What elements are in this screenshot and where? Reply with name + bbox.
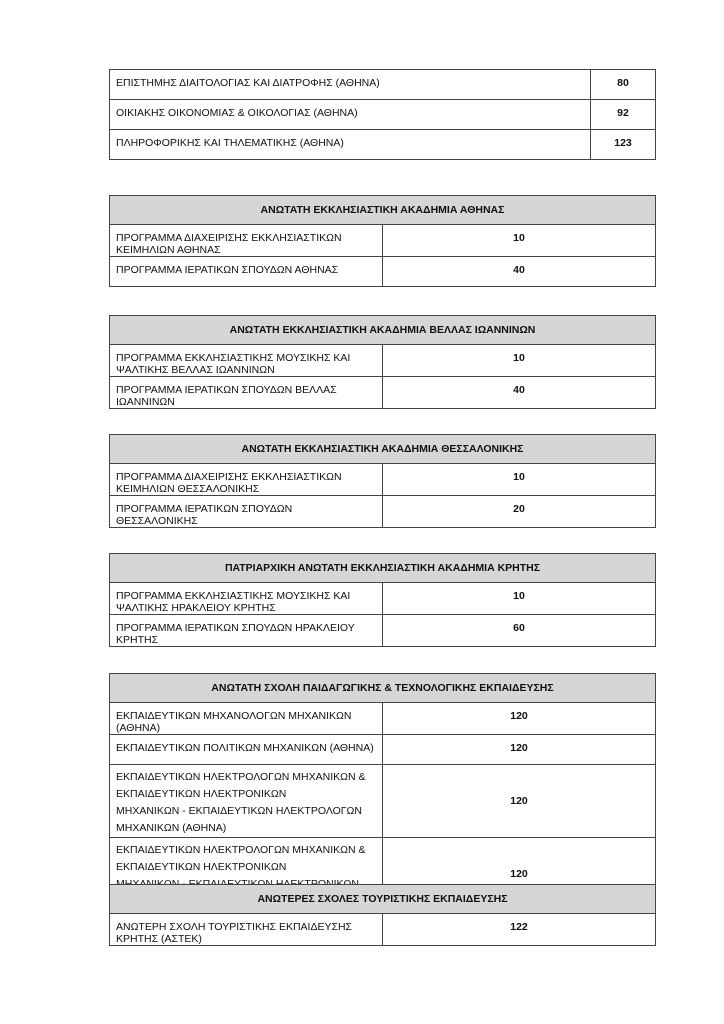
section-header: ΑΝΩΤΑΤΗ ΕΚΚΛΗΣΙΑΣΤΙΚΗ ΑΚΑΔΗΜΙΑ ΒΕΛΛΑΣ ΙΩΑΝΝΙΝΩΝ [110,316,656,345]
program-name-line1: ΕΚΠΑΙΔΕΥΤΙΚΩΝ ΗΛΕΚΤΡΟΛΟΓΩΝ ΜΗΧΑΝΙΚΩΝ & ΕΚΠΑΙΔΕΥΤΙΚΩΝ ΗΛΕΚΤΡΟΝΙΚΩΝ [116,771,366,800]
table-row [110,496,656,528]
section-header: ΠΑΤΡΙΑΡΧΙΚΗ ΑΝΩΤΑΤΗ ΕΚΚΛΗΣΙΑΣΤΙΚΗ ΑΚΑΔΗΜΙΑ ΚΡΗΤΗΣ [110,554,656,583]
program-seats: 40 [383,257,656,287]
table-row [110,703,656,735]
table-section-thessaloniki-academy [109,434,656,528]
program-name: ΠΡΟΓΡΑΜΜΑ ΕΚΚΛΗΣΙΑΣΤΙΚΗΣ ΜΟΥΣΙΚΗΣ ΚΑΙ ΨΑΛΤΙΚΗΣ ΗΡΑΚΛΕΙΟΥ ΚΡΗΤΗΣ [110,583,383,615]
program-seats: 20 [383,496,656,528]
program-name: ΠΡΟΓΡΑΜΜΑ ΔΙΑΧΕΙΡΙΣΗΣ ΕΚΚΛΗΣΙΑΣΤΙΚΩΝ ΚΕΙΜΗΛΙΩΝ ΑΘΗΝΑΣ [110,225,383,257]
section-header: ΑΝΩΤΑΤΗ ΕΚΚΛΗΣΙΑΣΤΙΚΗ ΑΚΑΔΗΜΙΑ ΑΘΗΝΑΣ [110,196,656,225]
table-row [110,225,656,257]
table-row [110,914,656,946]
program-seats: 120 [383,735,656,765]
program-name: ΑΝΩΤΕΡΗ ΣΧΟΛΗ ΤΟΥΡΙΣΤΙΚΗΣ ΕΚΠΑΙΔΕΥΣΗΣ ΚΡΗΤΗΣ (ΑΣΤΕΚ) [110,914,383,946]
program-seats: 10 [383,345,656,377]
table-row [110,70,656,100]
table-row [110,257,656,287]
table-row [110,583,656,615]
program-seats: 122 [383,914,656,946]
section-header: ΑΝΩΤΑΤΗ ΣΧΟΛΗ ΠΑΙΔΑΓΩΓΙΚΗΣ & ΤΕΧΝΟΛΟΓΙΚΗΣ ΕΚΠΑΙΔΕΥΣΗΣ [110,674,656,703]
table-row [110,464,656,496]
program-seats: 120 [383,765,656,838]
program-name: ΠΛΗΡΟΦΟΡΙΚΗΣ ΚΑΙ ΤΗΛΕΜΑΤΙΚΗΣ (ΑΘΗΝΑ) [110,130,591,160]
program-seats: 123 [591,130,656,160]
program-name: ΕΚΠΑΙΔΕΥΤΙΚΩΝ ΜΗΧΑΝΟΛΟΓΩΝ ΜΗΧΑΝΙΚΩΝ (ΑΘΗΝΑ) [110,703,383,735]
program-name: ΟΙΚΙΑΚΗΣ ΟΙΚΟΝΟΜΙΑΣ & ΟΙΚΟΛΟΓΙΑΣ (ΑΘΗΝΑ) [110,100,591,130]
program-seats: 60 [383,615,656,647]
program-name-line2: ΜΗΧΑΝΙΚΩΝ - ΕΚΠΑΙΔΕΥΤΙΚΩΝ ΗΛΕΚΤΡΟΛΟΓΩΝ ΜΗΧΑΝΙΚΩΝ (ΑΘΗΝΑ) [116,805,362,834]
program-name: ΠΡΟΓΡΑΜΜΑ ΙΕΡΑΤΙΚΩΝ ΣΠΟΥΔΩΝ ΑΘΗΝΑΣ [110,257,383,287]
section-header: ΑΝΩΤΑΤΗ ΕΚΚΛΗΣΙΑΣΤΙΚΗ ΑΚΑΔΗΜΙΑ ΘΕΣΣΑΛΟΝΙΚΗΣ [110,435,656,464]
program-name-line1: ΕΚΠΑΙΔΕΥΤΙΚΩΝ ΗΛΕΚΤΡΟΛΟΓΩΝ ΜΗΧΑΝΙΚΩΝ & ΕΚΠΑΙΔΕΥΤΙΚΩΝ ΗΛΕΚΤΡΟΝΙΚΩΝ [116,844,366,873]
table-row [110,130,656,160]
program-name: ΠΡΟΓΡΑΜΜΑ ΙΕΡΑΤΙΚΩΝ ΣΠΟΥΔΩΝ ΒΕΛΛΑΣ ΙΩΑΝΝΙΝΩΝ [110,377,383,409]
table-section-crete-academy [109,553,656,647]
table-section-vella-academy [109,315,656,409]
program-name [110,765,383,838]
program-seats: 40 [383,377,656,409]
table-row [110,765,656,838]
program-name: ΕΚΠΑΙΔΕΥΤΙΚΩΝ ΠΟΛΙΤΙΚΩΝ ΜΗΧΑΝΙΚΩΝ (ΑΘΗΝΑ) [110,735,383,765]
program-seats: 80 [591,70,656,100]
program-name: ΠΡΟΓΡΑΜΜΑ ΕΚΚΛΗΣΙΑΣΤΙΚΗΣ ΜΟΥΣΙΚΗΣ ΚΑΙ ΨΑΛΤΙΚΗΣ ΒΕΛΛΑΣ ΙΩΑΝΝΙΝΩΝ [110,345,383,377]
program-name: ΠΡΟΓΡΑΜΜΑ ΙΕΡΑΤΙΚΩΝ ΣΠΟΥΔΩΝ ΘΕΣΣΑΛΟΝΙΚΗΣ [110,496,383,528]
program-name: ΠΡΟΓΡΑΜΜΑ ΙΕΡΑΤΙΚΩΝ ΣΠΟΥΔΩΝ ΗΡΑΚΛΕΙΟΥ ΚΡΗΤΗΣ [110,615,383,647]
table-row [110,377,656,409]
table-row [110,100,656,130]
section-header: ΑΝΩΤΕΡΕΣ ΣΧΟΛΕΣ ΤΟΥΡΙΣΤΙΚΗΣ ΕΚΠΑΙΔΕΥΣΗΣ [110,885,656,914]
program-seats: 10 [383,583,656,615]
program-seats: 120 [383,703,656,735]
table-row [110,345,656,377]
table-section-athens-academy [109,195,656,287]
table-row [110,735,656,765]
table-section-continuation [109,69,656,160]
program-seats: 10 [383,225,656,257]
table-section-aspete [109,673,656,911]
table-row [110,615,656,647]
program-seats: 120 [383,838,656,911]
program-seats: 92 [591,100,656,130]
table-section-tourism-schools [109,884,656,946]
program-name: ΠΡΟΓΡΑΜΜΑ ΔΙΑΧΕΙΡΙΣΗΣ ΕΚΚΛΗΣΙΑΣΤΙΚΩΝ ΚΕΙΜΗΛΙΩΝ ΘΕΣΣΑΛΟΝΙΚΗΣ [110,464,383,496]
program-seats: 10 [383,464,656,496]
program-name: ΕΠΙΣΤΗΜΗΣ ΔΙΑΙΤΟΛΟΓΙΑΣ ΚΑΙ ΔΙΑΤΡΟΦΗΣ (ΑΘΗΝΑ) [110,70,591,100]
